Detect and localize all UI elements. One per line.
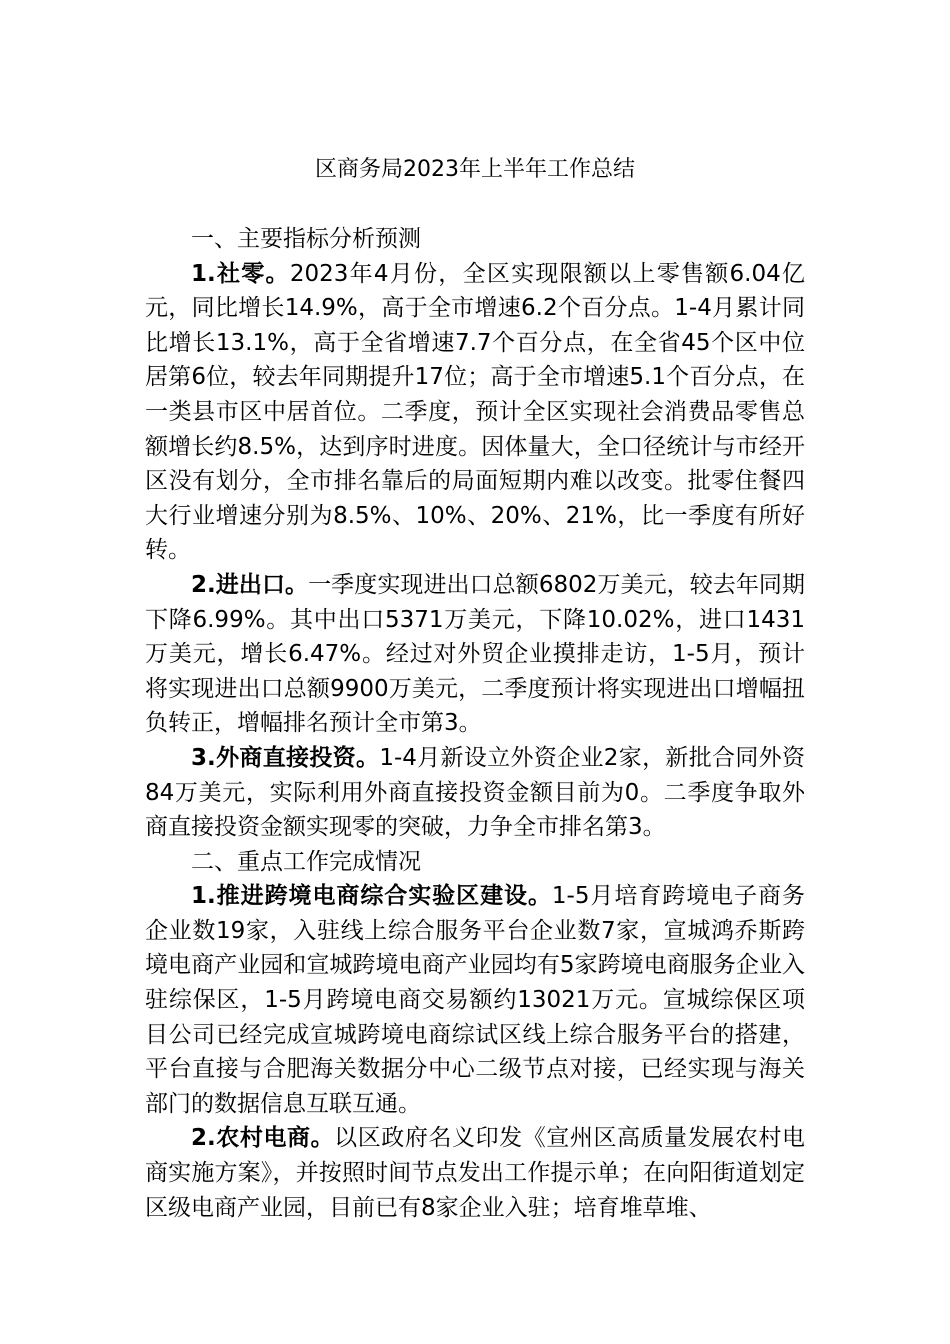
paragraph-label: 2.农村电商。: [191, 1125, 335, 1152]
paragraph-text: 以区政府名义印发《宣州区高质量发展农村电商实施方案》，并按照时间节点发出工作提示单；在向阳街道划定区级电商产业园，目前已有8家企业入驻；培育堆草堆、: [145, 1125, 806, 1221]
paragraph-label: 2.进出口。: [191, 571, 309, 598]
section-heading-2: 二、重点工作完成情况: [191, 848, 421, 875]
section-heading-1: 一、主要指标分析预测: [191, 226, 421, 252]
document-title: 区商务局2023年上半年工作总结: [315, 157, 635, 182]
paragraph-cross-border: [145, 879, 805, 1121]
paragraph-label: 1.社零。: [191, 260, 290, 287]
paragraph-import-export: [145, 568, 805, 741]
paragraph-retail: [145, 257, 805, 568]
paragraph-text: 1-5月培育跨境电子商务企业数19家，入驻线上综合服务平台企业数7家，宣城鸿乔斯跨境电商产业园和宣城跨境电商产业园均有5家跨境电商服务企业入驻综保区，1-5月跨境电商交易额约13021万元。宣城综保区项目公司已经完成宣城跨境电商综试区线上综合服务平台的搭建，平台直接与合肥海关数据分中心二级节点对接，已经实现与海关部门的数据信息互联互通。: [145, 883, 805, 1117]
document-body: [145, 222, 805, 1225]
paragraph-text: 一季度实现进出口总额6802万美元，较去年同期下降6.99%。其中出口5371万美元，下降10.02%，进口1431万美元，增长6.47%。经过对外贸企业摸排走访，1-5月，预计将实现进出口总额9900万美元，二季度预计将实现进出口增幅扭负转正，增幅排名预计全市第3。: [145, 571, 805, 737]
paragraph-foreign-investment: [145, 741, 805, 845]
paragraph-label: 1.推进跨境电商综合实验区建设。: [191, 883, 552, 910]
paragraph-text: 1-4月新设立外资企业2家，新批合同外资84万美元，实际利用外商直接投资金额目前为0。二季度争取外商直接投资金额实现零的突破，力争全市排名第3。: [145, 744, 805, 841]
paragraph-label: 3.外商直接投资。: [191, 744, 380, 771]
paragraph-rural-ecommerce: [145, 1121, 805, 1225]
paragraph-text: 2023年4月份，全区实现限额以上零售额6.04亿元，同比增长14.9%，高于全市增速6.2个百分点。1-4月累计同比增长13.1%，高于全省增速7.7个百分点，在全省45个区中位居第6位，较去年同期提升17位；高于全市增速5.1个百分点，在一类县市区中居首位。二季度，预计全区实现社会消费品零售总额增长约8.5%，达到序时进度。因体量大，全口径统计与市经开区没有划分，全市排名靠后的局面短期内难以改变。批零住餐四大行业增速分别为8.5%、10%、20%、21%，比一季度有所好转。: [145, 260, 805, 564]
